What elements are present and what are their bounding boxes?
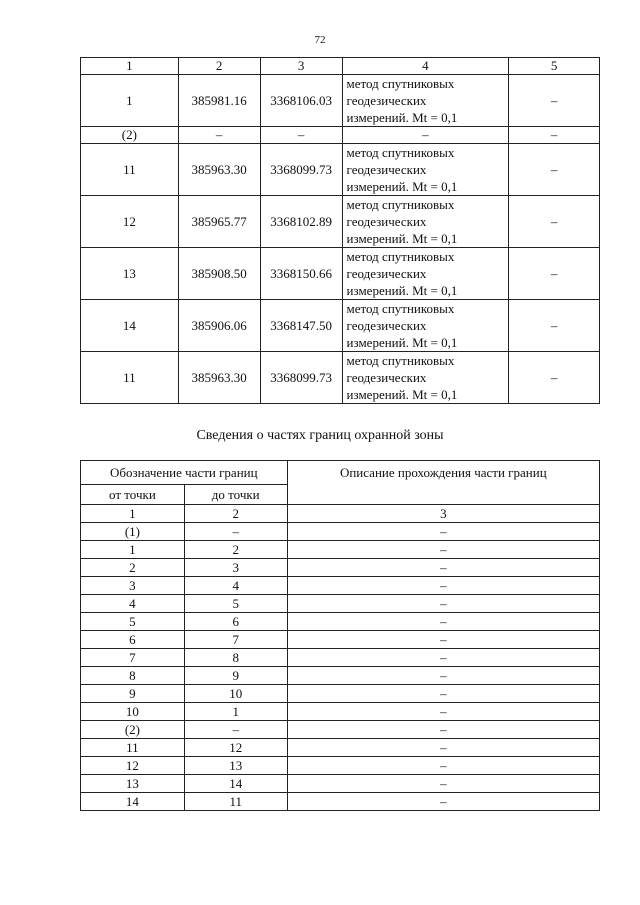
method-line: метод спутниковых: [346, 353, 455, 368]
table-row: [81, 248, 600, 300]
description: –: [287, 559, 599, 577]
table-row: [81, 613, 600, 631]
method-line: геодезических: [346, 370, 427, 385]
to-point: 11: [184, 793, 287, 811]
method-line: метод спутниковых: [346, 249, 455, 264]
table-row: [81, 577, 600, 595]
table-row: [81, 523, 600, 541]
to-point: 5: [184, 595, 287, 613]
point-number: 12: [81, 196, 179, 248]
column-number: 2: [178, 58, 260, 75]
to-point: 1: [184, 703, 287, 721]
description: –: [287, 595, 599, 613]
point-number: 11: [81, 352, 179, 404]
table-row: [81, 559, 600, 577]
to-point: 14: [184, 775, 287, 793]
table-row: [81, 649, 600, 667]
table-row: [81, 631, 600, 649]
column-number: 2: [184, 505, 287, 523]
to-point: 6: [184, 613, 287, 631]
from-point: 12: [81, 757, 185, 775]
method-line: измерений. Mt = 0,1: [346, 110, 458, 125]
method-line: метод спутниковых: [346, 301, 455, 316]
coordinate-x: 385908.50: [178, 248, 260, 300]
to-point: 10: [184, 685, 287, 703]
from-point: 13: [81, 775, 185, 793]
point-number: 13: [81, 248, 179, 300]
to-point: –: [184, 523, 287, 541]
method-cell: [342, 352, 509, 404]
table-row: [81, 775, 600, 793]
method-cell: [342, 75, 509, 127]
coordinate-x: 385981.16: [178, 75, 260, 127]
coordinate-x: –: [178, 127, 260, 144]
method-line: измерений. Mt = 0,1: [346, 335, 458, 350]
header-from-point: от точки: [81, 485, 185, 505]
from-point: 6: [81, 631, 185, 649]
header-to-point: до точки: [184, 485, 287, 505]
method-line: метод спутниковых: [346, 76, 455, 91]
method-line: геодезических: [346, 318, 427, 333]
to-point: –: [184, 721, 287, 739]
from-point: 9: [81, 685, 185, 703]
from-point: (2): [81, 721, 185, 739]
description: –: [287, 613, 599, 631]
method-cell: [342, 144, 509, 196]
table-row: [81, 757, 600, 775]
coordinate-y: 3368099.73: [260, 352, 342, 404]
point-number: 11: [81, 144, 179, 196]
from-point: 3: [81, 577, 185, 595]
method-line: геодезических: [346, 266, 427, 281]
coordinate-y: 3368106.03: [260, 75, 342, 127]
description: –: [287, 685, 599, 703]
description: –: [287, 577, 599, 595]
column-number: 1: [81, 505, 185, 523]
from-point: 10: [81, 703, 185, 721]
table-row: [81, 300, 600, 352]
method-line: метод спутниковых: [346, 145, 455, 160]
note-cell: –: [509, 300, 600, 352]
from-point: 7: [81, 649, 185, 667]
note-cell: –: [509, 248, 600, 300]
from-point: 14: [81, 793, 185, 811]
table-row: [81, 196, 600, 248]
coordinate-x: 385963.30: [178, 144, 260, 196]
column-number: 3: [260, 58, 342, 75]
coordinate-y: 3368147.50: [260, 300, 342, 352]
description: –: [287, 757, 599, 775]
description: –: [287, 541, 599, 559]
table-row: [81, 667, 600, 685]
table-row: [81, 127, 600, 144]
table-row: [81, 703, 600, 721]
from-point: 8: [81, 667, 185, 685]
method-line: измерений. Mt = 0,1: [346, 179, 458, 194]
description: –: [287, 523, 599, 541]
table-row: [81, 75, 600, 127]
table-row: [81, 721, 600, 739]
description: –: [287, 775, 599, 793]
header-description: Описание прохождения части границ: [287, 461, 599, 505]
to-point: 7: [184, 631, 287, 649]
to-point: 9: [184, 667, 287, 685]
method-line: измерений. Mt = 0,1: [346, 387, 458, 402]
description: –: [287, 739, 599, 757]
table-row: [81, 144, 600, 196]
table-row: [81, 352, 600, 404]
table-row: [81, 595, 600, 613]
note-cell: –: [509, 75, 600, 127]
coordinate-x: 385965.77: [178, 196, 260, 248]
table-row: [81, 541, 600, 559]
description: –: [287, 631, 599, 649]
to-point: 12: [184, 739, 287, 757]
from-point: 2: [81, 559, 185, 577]
table-row: [81, 685, 600, 703]
method-line: измерений. Mt = 0,1: [346, 231, 458, 246]
to-point: 4: [184, 577, 287, 595]
method-line: геодезических: [346, 214, 427, 229]
boundary-parts-table: [80, 460, 600, 811]
method-line: метод спутниковых: [346, 197, 455, 212]
table-row: [81, 739, 600, 757]
description: –: [287, 667, 599, 685]
column-number: 3: [287, 505, 599, 523]
point-number: 14: [81, 300, 179, 352]
to-point: 13: [184, 757, 287, 775]
column-number: 5: [509, 58, 600, 75]
note-cell: –: [509, 352, 600, 404]
coordinate-y: 3368102.89: [260, 196, 342, 248]
coordinate-x: 385963.30: [178, 352, 260, 404]
method-cell: [342, 127, 509, 144]
from-point: 4: [81, 595, 185, 613]
page-number: 72: [314, 34, 326, 46]
method-line: измерений. Mt = 0,1: [346, 283, 458, 298]
coordinate-x: 385906.06: [178, 300, 260, 352]
from-point: 11: [81, 739, 185, 757]
to-point: 2: [184, 541, 287, 559]
from-point: 1: [81, 541, 185, 559]
note-cell: –: [509, 127, 600, 144]
table-row: [81, 793, 600, 811]
column-number: 4: [342, 58, 509, 75]
coordinate-y: –: [260, 127, 342, 144]
method-cell: [342, 196, 509, 248]
description: –: [287, 793, 599, 811]
note-cell: –: [509, 196, 600, 248]
coordinates-table: [80, 57, 600, 404]
from-point: (1): [81, 523, 185, 541]
method-line: –: [422, 127, 429, 142]
description: –: [287, 703, 599, 721]
coordinate-y: 3368099.73: [260, 144, 342, 196]
to-point: 8: [184, 649, 287, 667]
coordinate-y: 3368150.66: [260, 248, 342, 300]
header-boundary-part: Обозначение части границ: [81, 461, 288, 485]
note-cell: –: [509, 144, 600, 196]
method-line: геодезических: [346, 162, 427, 177]
point-number: 1: [81, 75, 179, 127]
point-number: (2): [81, 127, 179, 144]
column-number: 1: [81, 58, 179, 75]
description: –: [287, 721, 599, 739]
method-cell: [342, 300, 509, 352]
section-title: Сведения о частях границ охранной зоны: [196, 428, 444, 443]
method-line: геодезических: [346, 93, 427, 108]
to-point: 3: [184, 559, 287, 577]
description: –: [287, 649, 599, 667]
from-point: 5: [81, 613, 185, 631]
method-cell: [342, 248, 509, 300]
